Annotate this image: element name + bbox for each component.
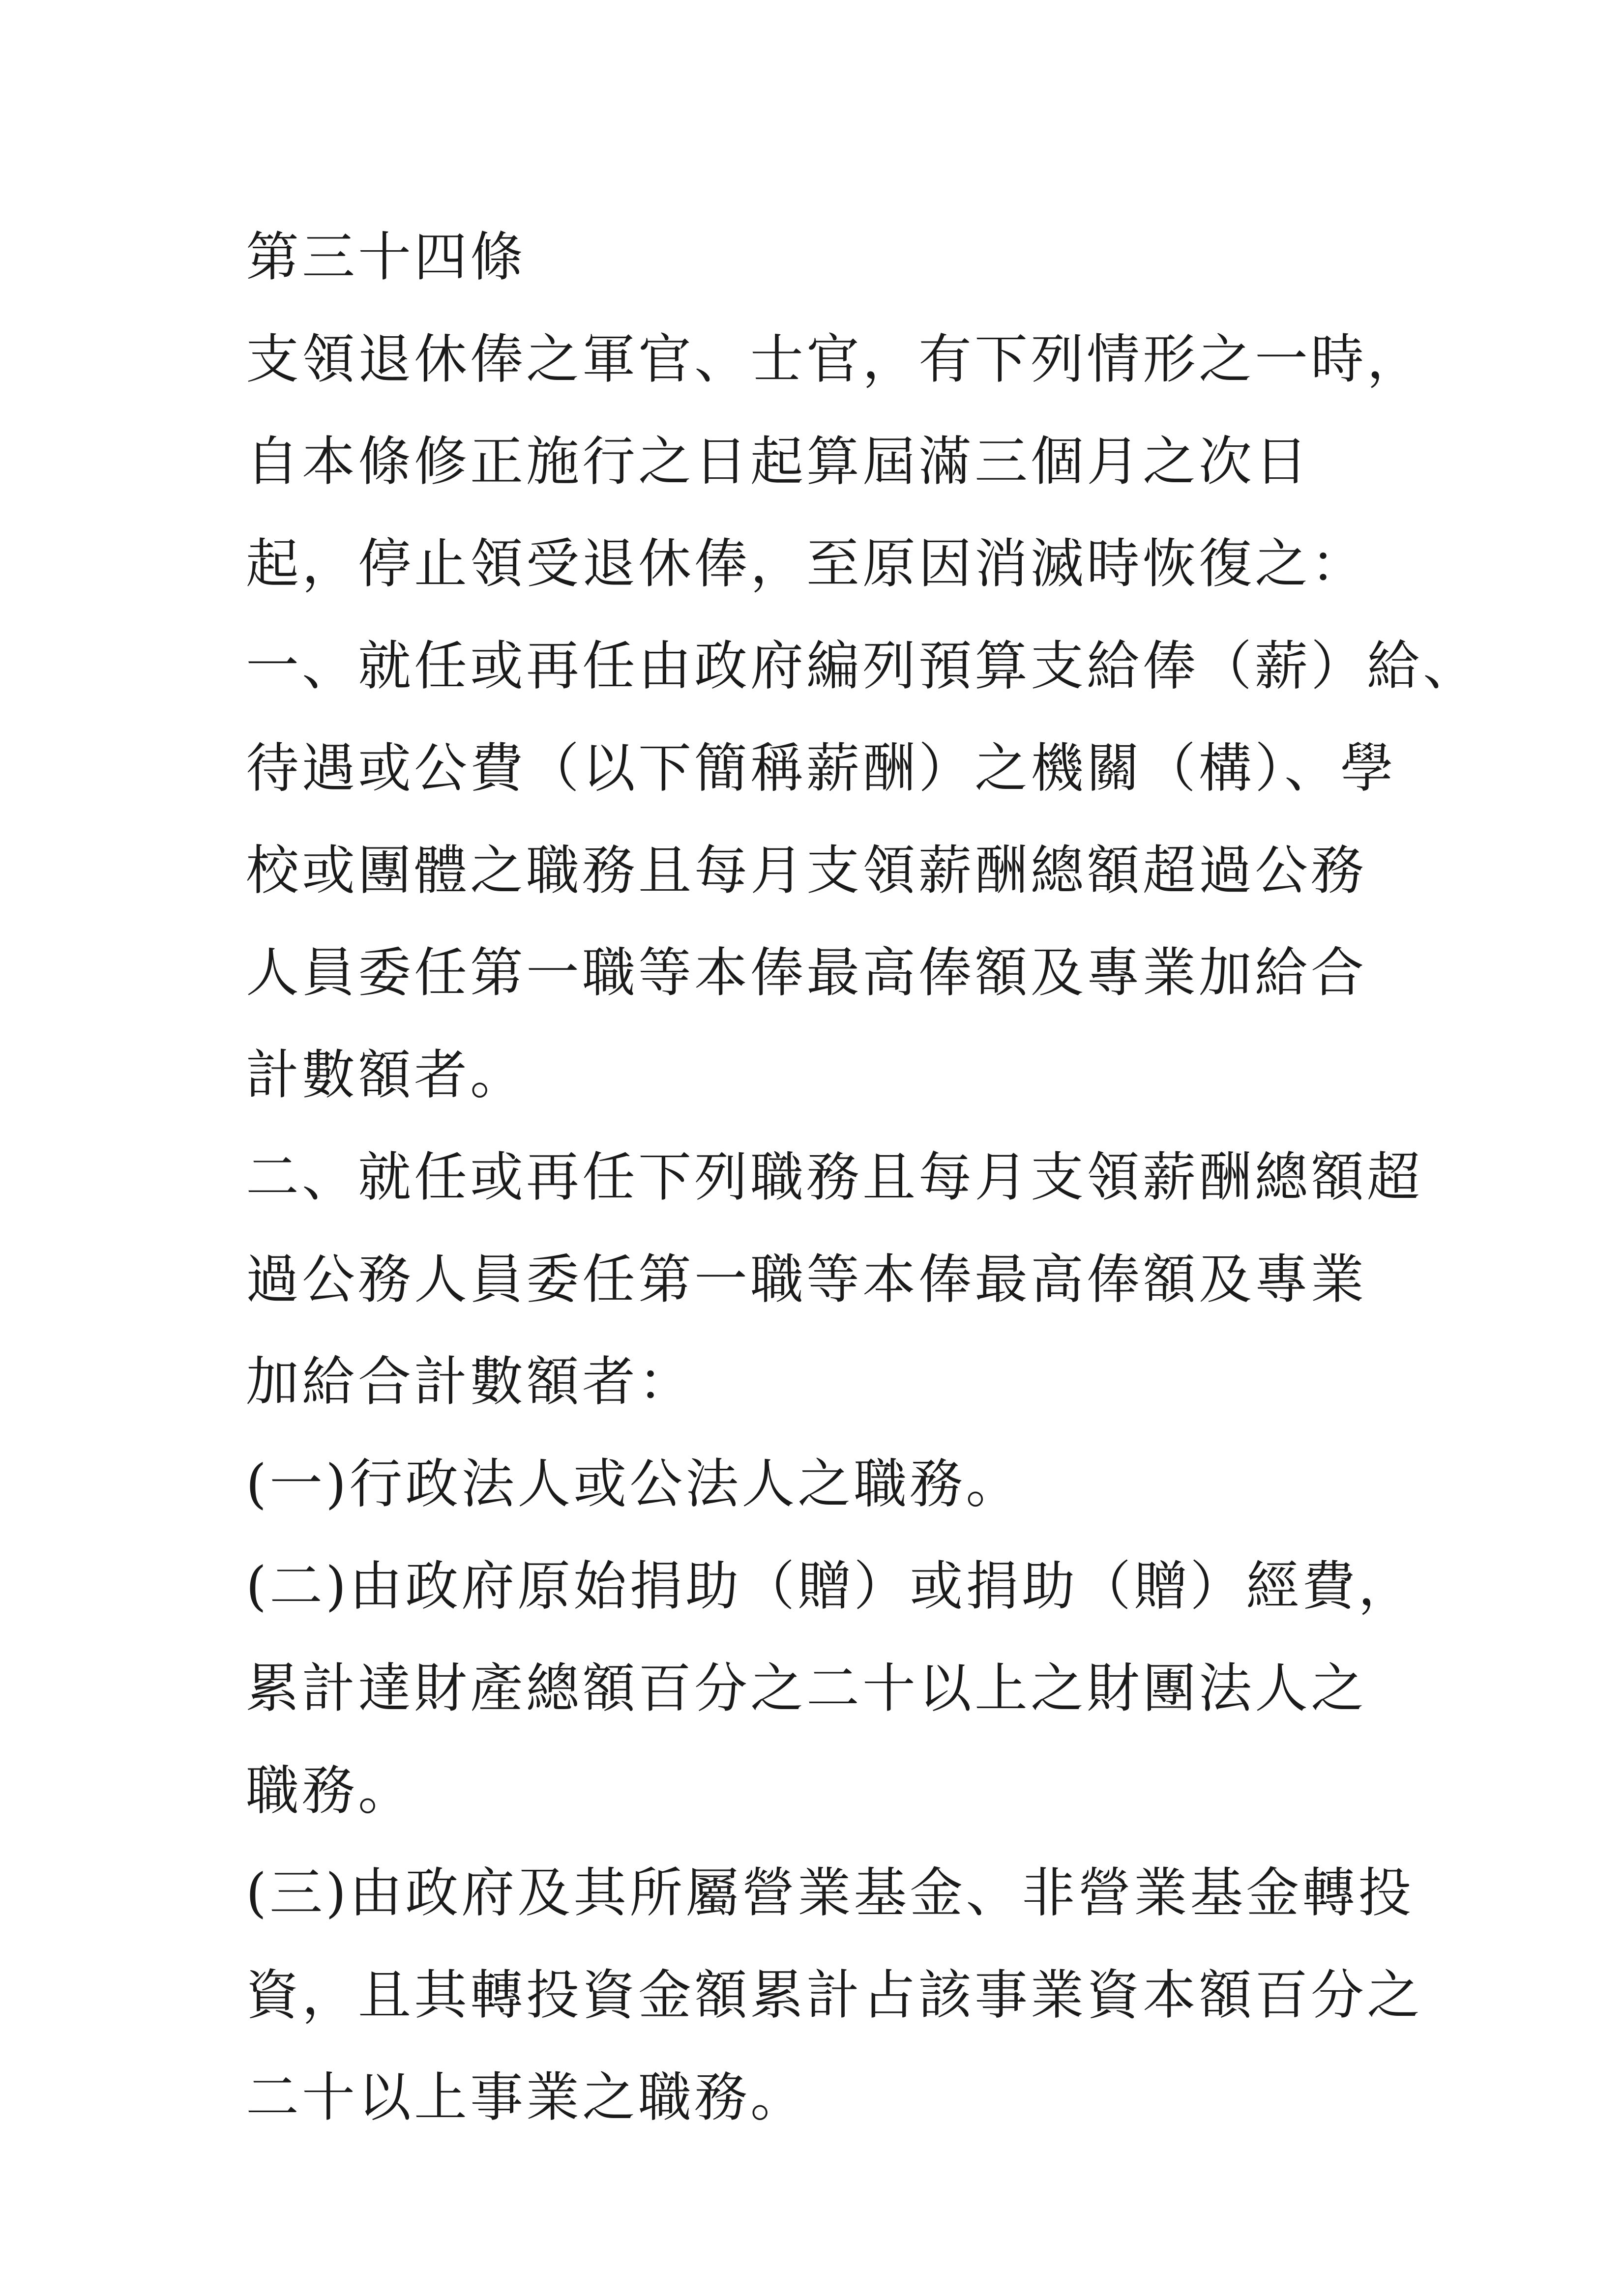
article-title: 第三十四條 — [246, 227, 527, 288]
text-line: 一、就任或再任由政府編列預算支給俸（薪）給、 — [246, 636, 1479, 697]
text-line: (三)由政府及其所屬營業基金、非營業基金轉投 — [246, 1862, 1415, 1924]
text-line: 校或團體之職務且每月支領薪酬總額超過公務 — [246, 840, 1367, 901]
text-line: (一)行政法人或公法人之職務。 — [246, 1453, 1022, 1515]
text-line: 過公務人員委任第一職等本俸最高俸額及專業 — [246, 1249, 1367, 1310]
article-text — [246, 206, 1479, 2149]
text-line: 加給合計數額者： — [246, 1351, 695, 1413]
text-line: 二十以上事業之職務。 — [246, 2067, 807, 2128]
text-line: 起，停止領受退休俸，至原因消滅時恢復之： — [246, 533, 1367, 595]
text-line: 待遇或公費（以下簡稱薪酬）之機關（構）、學 — [246, 738, 1397, 799]
text-line: 計數額者。 — [246, 1045, 527, 1106]
text-line: 資，且其轉投資金額累計占該事業資本額百分之 — [246, 1965, 1423, 2026]
text-line: (二)由政府原始捐助（贈）或捐助（贈）經費， — [246, 1556, 1415, 1617]
text-line: 累計達財產總額百分之二十以上之財團法人之 — [246, 1658, 1367, 1719]
text-line: 人員委任第一職等本俸最高俸額及專業加給合 — [246, 942, 1367, 1004]
text-line: 支領退休俸之軍官、士官，有下列情形之一時， — [246, 329, 1423, 390]
text-line: 二、就任或再任下列職務且每月支領薪酬總額超 — [246, 1147, 1423, 1208]
text-line: 自本條修正施行之日起算屆滿三個月之次日 — [246, 431, 1311, 493]
text-line: 職務。 — [246, 1760, 414, 1822]
